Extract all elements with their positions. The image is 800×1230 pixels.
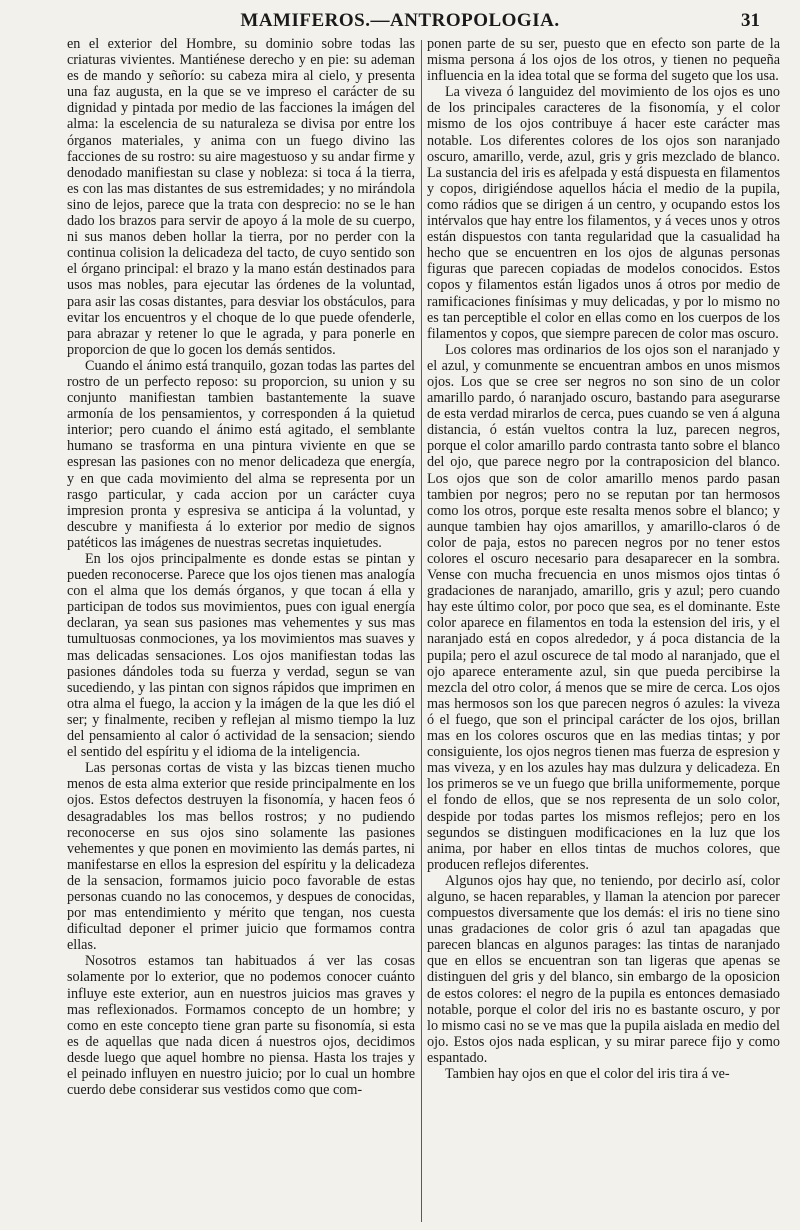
paragraph: La viveza ó languidez del movimiento de los ojos es uno de los principales caracteres de la fisonomía, y el color mismo de los ojos contribuye á hacer este carácter mas notable. Los diferentes colores de los ojos son naranjado oscuro, amarillo, verde, azul, gris y gris mezclado de blanco. La sustancia del iris es afelpada y está dispuesta en filamentos y copos, dirigiéndose aquellos hácia el medio de la pupila, como rádios que se dirigen á un centro, y ocupando estos los intérvalos que hay entre los filamentos, y á veces unos y otros están dispuestos con tanta regularidad que la casualidad ha hecho que se encuentren en los ojos de algunas personas figuras que parecen copiadas de modelos conocidos. Estos copos y filamentos están ligados unos á otros por medio de ramificaciones finísimas y muy delicadas, y por lo mismo no es tan perceptible el color en ellas como en los cuerpos de los filamentos y copos, que siempre parecen de color mas oscuro. — [427, 84, 780, 342]
left-column — [67, 36, 415, 1224]
paragraph: ponen parte de su ser, puesto que en efecto son parte de la misma persona á los ojos de los otros, y tienen no pequeña influencia en la idea total que se forma del sugeto que los usa. — [427, 36, 780, 85]
paragraph: en el exterior del Hombre, su dominio sobre todas las criaturas vivientes. Mantiénese derecho y en pie: su ademan es de mando y señorío: su cabeza mira al cielo, y presenta una faz augusta, en la que se ve impreso el carácter de su dignidad y pintada por medio de las facciones la imágen del alma: la escelencia de su naturaleza se divisa por entre los órganos materiales, y anima con un fuego divino las facciones de su rostro: su aire magestuoso y su andar firme y denodado manifiestan su clase y nobleza: si toca á la tierra, es con las mas distantes de sus estremidades; y no mirándola sino de lejos, parece que la trata con desprecio: no se le han dado los brazos para servir de apoyo á la mole de su cuerpo, ni sus manos deben hollar la tierra, por no perder con la continua colision la delicadeza del tacto, de cuyo sentido son el órgano principal: el brazo y la mano están destinados para usos mas nobles, para ejecutar las órdenes de la voluntad, para asir las cosas distantes, para desviar los obstáculos, para evitar los encuentros y el choque de lo que puede ofenderle, para abrazar y retener lo que le agrada, y para ponerle en proporcion de que lo gocen los demás sentidos. — [67, 36, 415, 358]
paragraph: Las personas cortas de vista y las bizcas tienen mucho menos de esta alma exterior que reside principalmente en los ojos. Estos defectos destruyen la fisonomía, y hacen feos ó desagradables los mas bellos rostros; y no pudiendo reconocerse en sus ojos sino solamente las pasiones vehementes y que ponen en movimiento las demás partes, ni manifestarse en ellos la espresion del espíritu y la delicadeza de la sensacion, formamos juicio poco favorable de estas personas cuando no las conocemos, y despues de conocidas, por mas entendimiento y mérito que tengan, nos cuesta dificultad deponer el primer juicio que formamos contra ellas. — [67, 760, 415, 954]
right-column — [427, 36, 780, 1224]
running-title: MAMIFEROS.—ANTROPOLOGIA. — [240, 10, 560, 31]
paragraph: En los ojos principalmente es donde estas se pintan y pueden reconocerse. Parece que los ojos tienen mas analogía con el alma que los demás órganos, y que tocan á ella y participan de todos sus movimientos, pues con igual energía declaran, ya sean sus pasiones mas vehementes y sus mas tumultuosas conmociones, ya los movimientos mas suaves y mas delicadas sensaciones. Los ojos manifiestan todas las pasiones dándoles toda su fuerza y verdad, segun se van sucediendo, y las pintan con signos rápidos que imprimen en otra alma el fuego, la accion y la imágen de la que les dió el ser; y finalmente, reciben y reflejan al mismo tiempo la luz del pensamiento al calor ó actividad de la sensacion; siendo el sentido del espíritu y el idioma de la inteligencia. — [67, 551, 415, 761]
page-header — [0, 0, 800, 40]
page-number: 31 — [741, 10, 760, 31]
paragraph: Los colores mas ordinarios de los ojos son el naranjado y el azul, y comunmente se encuentran ambos en unos mismos ojos. Los que se cree ser negros no son sino de un color amarillo pardo, ó naranjado oscuro, bastando para asegurarse de esta verdad mirarlos de cerca, pues cuando se ven á alguna distancia, ó están vueltos contra la luz, parecen negros, porque el color amarillo pardo contrasta tanto sobre el blanco del ojo, que parece negro por la contraposicion del blanco. Los ojos que son de color amarillo menos pardo pasan tambien por negros; pero no se reputan por tan hermosos como los otros, porque este resalta menos sobre el blanco; y aunque tambien hay ojos amarillos, y amarillo-claros ó de color de paja, estos no parecen negros por no tener estos colores el oscuro necesario para desaparecer en la sombra. Vense con mucha frecuencia en unos mismos ojos tintas ó gradaciones de naranjado, amarillo, gris y azul; pero cuando hay este último color, por poco que sea, es el dominante. Este color aparece en filamentos en toda la estension del iris, y el naranjado está en copos alrededor, y á poca distancia de la pupila; pero el azul oscurece de tal modo al naranjado, que el ojo aparece enteramente azul, sin que pueda percibirse la mezcla del otro color, á menos que se mire de cerca. Los ojos mas hermosos son los que parecen negros ó azules: la viveza ó el fuego, que son el principal carácter de los ojos, brillan mas en los colores oscuros que en las medias tintas; y por consiguiente, los ojos negros tienen mas fuerza de espresion y mas viveza, y en los azules hay mas dulzura y delicadeza. En los primeros se ve un fuego que brilla uniformemente, porque el fondo de ellos, que se nos representa de un solo color, despide por todas partes los mismos reflejos; pero en los segundos se distinguen modificaciones en la luz que los anima, por haber en ellos tintas de muchos colores, que producen reflejos diferentes. — [427, 341, 780, 873]
paragraph: Tambien hay ojos en que el color del iris tira á ve- — [445, 1066, 730, 1082]
paragraph: Algunos ojos hay que, no teniendo, por decirlo así, color alguno, se hacen reparables, y llaman la atencion por parecer compuestos diversamente que los demás: el iris no tiene sino unas gradaciones de color gris ó azul tan apagadas que parecen blancas en algunos parages: las tintas de naranjado que en ellos se encuentran son tan ligeras que apenas se distinguen del gris y del blanco, sin embargo de la oposicion de estos colores: el negro de la pupila es entonces demasiado notable, porque el color del iris no es bastante oscuro, y por lo mismo casi no se ve mas que la pupila aislada en medio del ojo. Estos ojos nada esplican, y su mirar parece fijo y como espantado. — [427, 872, 780, 1066]
paragraph: Nosotros estamos tan habituados á ver las cosas solamente por lo exterior, que no podemos conocer cuánto influye este exterior, aun en nuestros juicios mas graves y mas reflexionados. Formamos concepto de un hombre; y como en este concepto tiene gran parte su fisonomía, si esta es de aquellas que nada dicen á nuestros ojos, decidimos desde luego que aquel hombre no piensa. Hasta los trajes y el peinado influyen en nuestro juicio; por lo cual un hombre cuerdo debe considerar sus vestidos como que com- — [67, 953, 415, 1099]
column-divider — [421, 40, 422, 1222]
paragraph: Cuando el ánimo está tranquilo, gozan todas las partes del rostro de un perfecto reposo: su proporcion, su union y su conjunto manifiestan tambien bastantemente la suave armonía de los pensamientos, y corresponden á la quietud interior; pero cuando el ánimo está agitado, el semblante humano se trasforma en una pintura viviente en que se espresan las pasiones con no menor delicadeza que energía, y en que cada movimiento del alma se representa por un rasgo particular, y cada accion por un carácter cuya impresion pronta y espresiva se anticipa á la voluntad, y descubre y manifiesta á lo exterior por medio de signos patéticos las imágenes de nuestras secretas inquietudes. — [67, 357, 415, 551]
